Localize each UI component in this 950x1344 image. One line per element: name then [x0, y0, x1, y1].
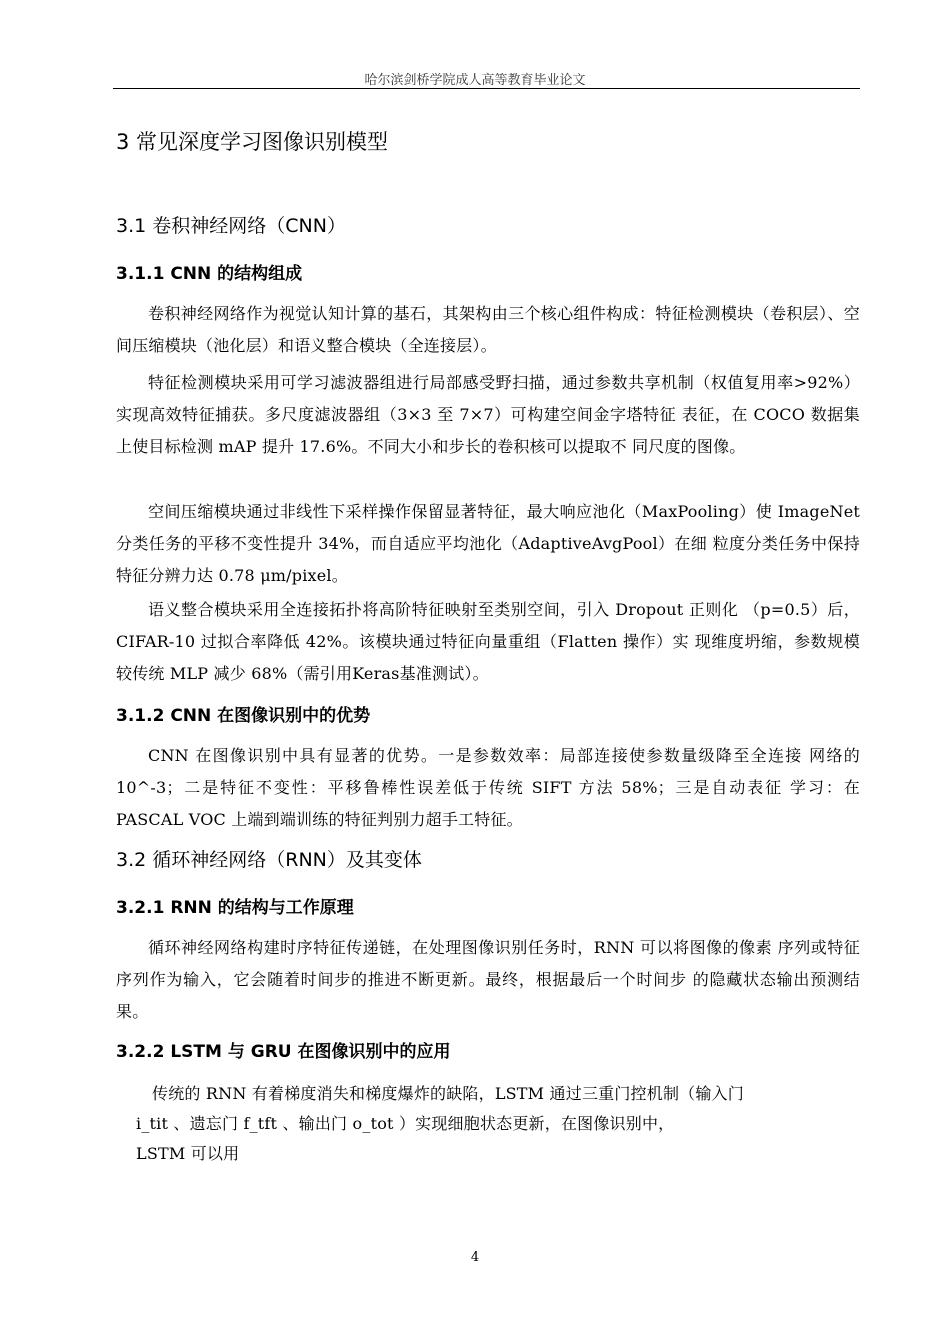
section-3-2-2-title: 3.2.2 LSTM 与 GRU 在图像识别中的应用	[116, 1042, 451, 1062]
paragraph-3-1-1-pooling: 空间压缩模块通过非线性下采样操作保留显著特征，最大响应池化（MaxPooling）使 ImageNet 分类任务的平移不变性提升 34%，而自适应平均池化（AdaptiveAvgPool）在细 粒度分类任务中保持特征分辨力达 0.78 μm/pixel。	[116, 502, 860, 585]
paragraph-3-2-2-line-2: i_tit 、遗忘门 f_tft 、输出门 o_tot ）实现细胞状态更新，在图像识别中，	[136, 1114, 675, 1133]
paragraph-3-1-1-fully-connected: 语义整合模块采用全连接拓扑将高阶特征映射至类别空间，引入 Dropout 正则化 （p=0.5）后，CIFAR-10 过拟合率降低 42%。该模块通过特征向量重组（Flatten 操作）实 现维度坍缩，参数规模较传统 MLP 减少 68%（需引用Keras基准测试）。	[116, 600, 860, 683]
section-3-1-1-title: 3.1.1 CNN 的结构组成	[116, 264, 303, 284]
paragraph-3-1-1-intro: 卷积神经网络作为视觉认知计算的基石，其架构由三个核心组件构成：特征检测模块（卷积层）、空间压缩模块（池化层）和语义整合模块（全连接层）。	[116, 304, 860, 355]
header-rule	[113, 88, 860, 89]
paragraph-3-1-1-feature-detection: 特征检测模块采用可学习滤波器组进行局部感受野扫描，通过参数共享机制（权值复用率>92%）实现高效特征捕获。多尺度滤波器组（3×3 至 7×7）可构建空间金字塔特征 表征，在 COCO 数据集上使目标检测 mAP 提升 17.6%。不同大小和步长的卷积核可以提取不 同尺度的图像。	[116, 373, 860, 456]
page-number: 4	[470, 1250, 480, 1265]
chapter-title: 3 常见深度学习图像识别模型	[116, 130, 389, 154]
paragraph-3-1-2-advantages: CNN 在图像识别中具有显著的优势。一是参数效率：局部连接使参数量级降至全连接 网络的 10^-3；二是特征不变性：平移鲁棒性误差低于传统 SIFT 方法 58%；三是自动表征 学习：在 PASCAL VOC 上端到端训练的特征判别力超手工特征。	[116, 746, 860, 829]
paragraph-3-2-1-rnn: 循环神经网络构建时序特征传递链，在处理图像识别任务时，RNN 可以将图像的像素 序列或特征序列作为输入，它会随着时间步的推进不断更新。最终，根据最后一个时间步 的隐藏状态输出预测结果。	[116, 938, 860, 1021]
section-3-2-1-title: 3.2.1 RNN 的结构与工作原理	[116, 898, 354, 918]
paragraph-3-2-2-line-3: LSTM 可以用	[136, 1144, 240, 1163]
running-header: 哈尔滨剑桥学院成人高等教育毕业论文	[364, 73, 586, 88]
section-3-1-2-title: 3.1.2 CNN 在图像识别中的优势	[116, 706, 371, 726]
section-3-2-title: 3.2 循环神经网络（RNN）及其变体	[116, 849, 422, 871]
section-3-1-title: 3.1 卷积神经网络（CNN）	[116, 215, 346, 237]
paragraph-3-2-2-line-1: 传统的 RNN 有着梯度消失和梯度爆炸的缺陷，LSTM 通过三重门控机制（输入门	[152, 1084, 744, 1103]
